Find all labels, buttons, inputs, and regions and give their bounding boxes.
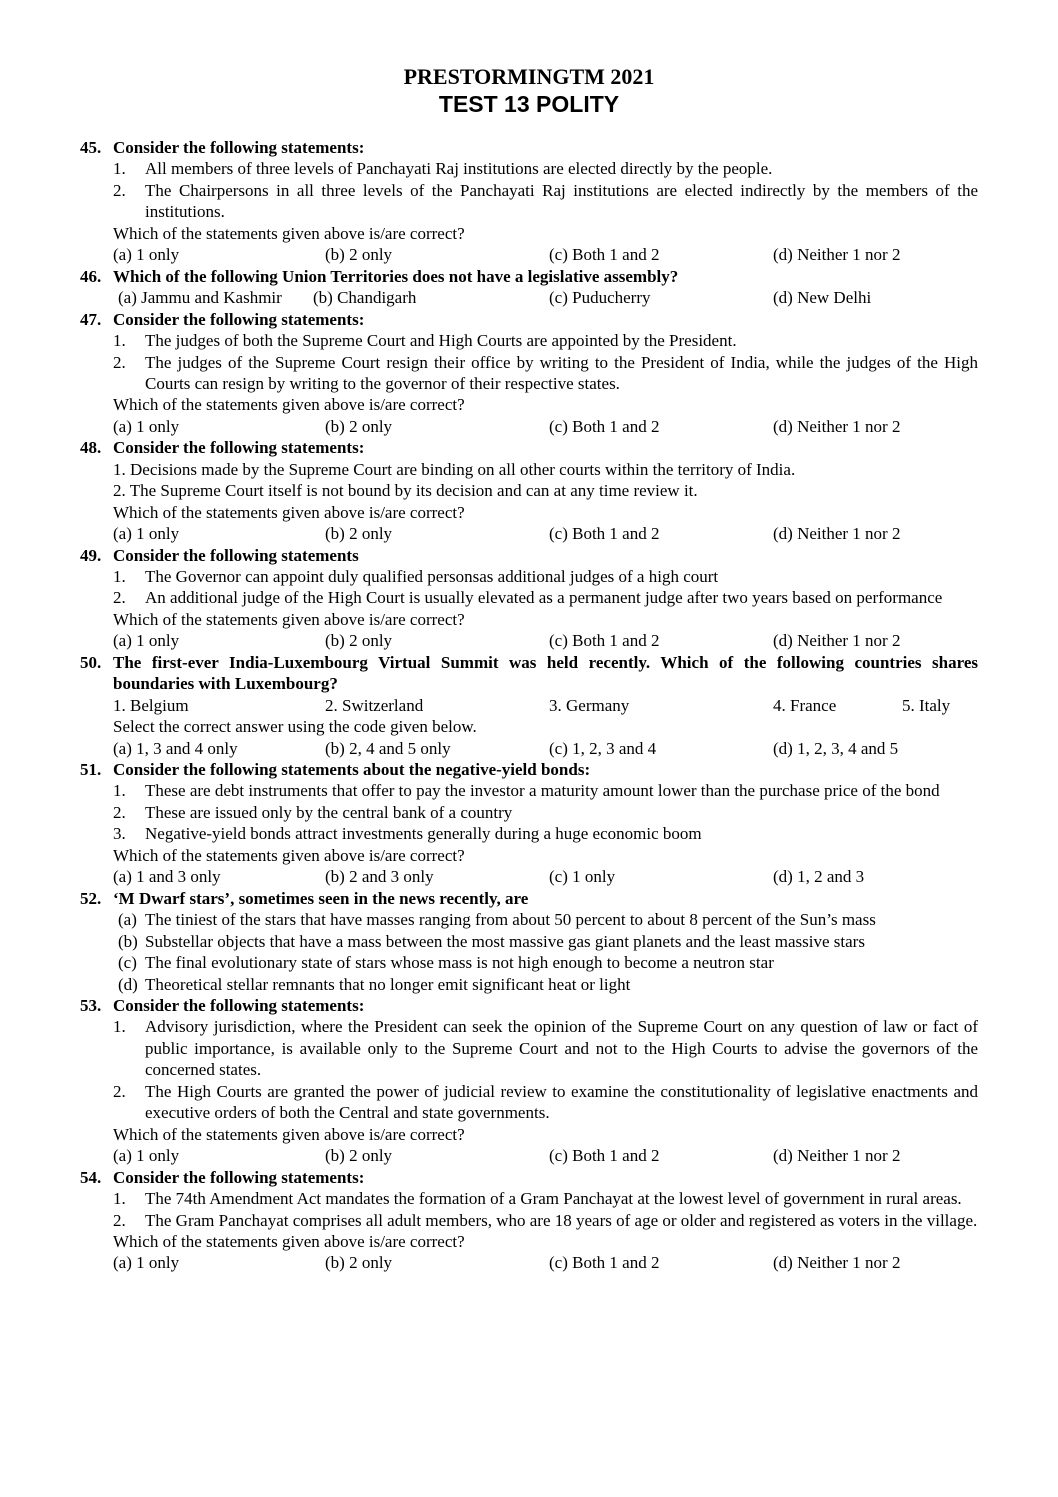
option-b: (b) 2 only bbox=[325, 524, 393, 544]
country-item: 5. Italy bbox=[902, 695, 951, 715]
option-b: (b) 2 only bbox=[325, 1146, 393, 1166]
answer-options bbox=[113, 523, 978, 544]
question-text: Consider the following statements: bbox=[113, 138, 365, 157]
question-number: 49. bbox=[80, 545, 102, 565]
country-item: 1. Belgium bbox=[113, 695, 189, 715]
option-d: (d) Neither 1 nor 2 bbox=[773, 1253, 901, 1273]
question-number: 54. bbox=[80, 1167, 102, 1187]
option-d: (d) 1, 2 and 3 bbox=[773, 867, 865, 887]
option-c: (c) Both 1 and 2 bbox=[549, 1146, 660, 1166]
question-text: The first-ever India-Luxembourg Virtual Summit was held recently. Which of the following countries shares boundaries with Luxembourg? bbox=[113, 652, 978, 694]
statement: 2. The Supreme Court itself is not bound by its decision and can at any time review it. bbox=[113, 481, 698, 501]
statement: 1. Advisory jurisdiction, where the President can seek the opinion of the Supreme Court on any question of law or fact of public importance, is available only to the Supreme Court and not to the High Courts to advise the governors of the concerned states. bbox=[113, 1017, 978, 1080]
question-number: 48. bbox=[80, 438, 102, 458]
option-c: (c) Both 1 and 2 bbox=[549, 245, 660, 265]
statement: 1. The Governor can appoint duly qualified personsas additional judges of a high court bbox=[113, 567, 719, 586]
question-number: 53. bbox=[80, 996, 102, 1015]
question-50 bbox=[80, 652, 978, 759]
statement: 1. These are debt instruments that offer to pay the investor a maturity amount lower than the purchase price of the bond bbox=[113, 781, 940, 801]
question-46 bbox=[80, 266, 978, 309]
option-d: (d) Neither 1 nor 2 bbox=[773, 631, 901, 651]
statement: 1. All members of three levels of Panchayati Raj institutions are elected directly by the people. bbox=[113, 159, 773, 179]
option-b: (b) 2 only bbox=[325, 631, 393, 651]
answer-options bbox=[113, 244, 978, 265]
statement: 2. The Chairpersons in all three levels of the Panchayati Raj institutions are elected indirectly by the members of the institutions. bbox=[113, 180, 978, 222]
statement: 1. The judges of both the Supreme Court and High Courts are appointed by the President. bbox=[113, 331, 737, 351]
answer-options bbox=[113, 287, 978, 308]
option-d: (d) Neither 1 nor 2 bbox=[773, 416, 901, 436]
question-text: Consider the following statements: bbox=[113, 309, 365, 329]
statement: 1. Decisions made by the Supreme Court are binding on all other courts within the territory of India. bbox=[113, 459, 796, 479]
question-number: 51. bbox=[80, 760, 102, 780]
answer-options bbox=[113, 1145, 978, 1166]
option-c: (c) Both 1 and 2 bbox=[549, 416, 660, 436]
answer-choice: (b) Substellar objects that have a mass between the most massive gas giant planets and the least massive stars bbox=[118, 931, 865, 951]
test-title: TEST 13 POLITY bbox=[438, 91, 620, 117]
option-a: (a) Jammu and Kashmir bbox=[118, 288, 282, 308]
option-c: (c) Both 1 and 2 bbox=[549, 524, 660, 544]
question-prompt: Which of the statements given above is/are correct? bbox=[113, 223, 465, 243]
question-54 bbox=[80, 1167, 978, 1274]
answer-choice: (c) The final evolutionary state of stars whose mass is not high enough to become a neutron star bbox=[118, 953, 774, 973]
question-text: ‘M Dwarf stars’, sometimes seen in the news recently, are bbox=[113, 888, 529, 908]
statement: 3. Negative-yield bonds attract investments generally during a huge economic boom bbox=[113, 824, 702, 844]
option-c: (c) Puducherry bbox=[549, 288, 651, 308]
option-d: (d) Neither 1 nor 2 bbox=[773, 245, 901, 265]
option-a: (a) 1 only bbox=[113, 1146, 180, 1166]
question-47 bbox=[80, 309, 978, 438]
country-item: 4. France bbox=[773, 695, 837, 715]
option-a: (a) 1 only bbox=[113, 1253, 180, 1273]
country-item: 2. Switzerland bbox=[325, 695, 424, 715]
option-d: (d) Neither 1 nor 2 bbox=[773, 524, 901, 544]
country-list bbox=[113, 695, 978, 716]
question-52 bbox=[80, 888, 978, 995]
answer-choice: (a) The tiniest of the stars that have masses ranging from about 50 percent to about 8 percent of the Sun’s mass bbox=[118, 910, 876, 930]
option-b: (b) Chandigarh bbox=[313, 288, 417, 308]
question-text: Consider the following statements: bbox=[113, 1167, 365, 1187]
option-a: (a) 1 only bbox=[113, 524, 180, 544]
statement: 2. These are issued only by the central bank of a country bbox=[113, 802, 513, 822]
statement: 2. The Gram Panchayat comprises all adult members, who are 18 years of age or older and registered as voters in the village. bbox=[113, 1210, 978, 1230]
answer-options bbox=[113, 416, 978, 437]
option-a: (a) 1 and 3 only bbox=[113, 867, 221, 887]
answer-options bbox=[113, 630, 978, 651]
answer-options bbox=[113, 866, 978, 887]
country-item: 3. Germany bbox=[549, 695, 630, 715]
option-d: (d) Neither 1 nor 2 bbox=[773, 1146, 901, 1166]
option-d: (d) New Delhi bbox=[773, 288, 872, 308]
option-b: (b) 2 and 3 only bbox=[325, 867, 434, 887]
statement: 2. The High Courts are granted the power of judicial review to examine the constitutionality of legislative enactments and executive orders of both the Central and state governments. bbox=[113, 1081, 978, 1123]
question-number: 50. bbox=[80, 652, 102, 672]
option-a: (a) 1, 3 and 4 only bbox=[113, 738, 238, 758]
question-prompt: Select the correct answer using the code given below. bbox=[113, 717, 477, 737]
option-c: (c) Both 1 and 2 bbox=[549, 631, 660, 651]
answer-options bbox=[113, 738, 978, 759]
option-b: (b) 2, 4 and 5 only bbox=[325, 738, 451, 758]
statement: 1. The 74th Amendment Act mandates the formation of a Gram Panchayat at the lowest level of government in rural areas. bbox=[113, 1189, 962, 1209]
option-b: (b) 2 only bbox=[325, 1253, 393, 1273]
option-b: (b) 2 only bbox=[325, 416, 393, 436]
question-48 bbox=[80, 437, 978, 544]
answer-options bbox=[113, 1252, 978, 1273]
question-number: 45. bbox=[80, 138, 102, 157]
question-list bbox=[80, 137, 978, 1274]
answer-choice: (d) Theoretical stellar remnants that no longer emit significant heat or light bbox=[118, 974, 631, 994]
question-text: Consider the following statements: bbox=[113, 996, 365, 1015]
option-c: (c) Both 1 and 2 bbox=[549, 1253, 660, 1273]
question-prompt: Which of the statements given above is/are correct? bbox=[113, 395, 465, 415]
question-prompt: Which of the statements given above is/are correct? bbox=[113, 845, 465, 865]
question-prompt: Which of the statements given above is/are correct? bbox=[113, 1124, 465, 1144]
statement: 2. The judges of the Supreme Court resign their office by writing to the President of India, while the judges of the High Courts can resign by writing to the governor of their respective states. bbox=[113, 352, 978, 393]
option-d: (d) 1, 2, 3, 4 and 5 bbox=[773, 738, 899, 758]
question-prompt: Which of the statements given above is/are correct? bbox=[113, 609, 465, 629]
question-text: Which of the following Union Territories does not have a legislative assembly? bbox=[113, 266, 679, 286]
question-text: Consider the following statements bbox=[113, 545, 359, 565]
statement: 2. An additional judge of the High Court is usually elevated as a permanent judge after two years based on performance bbox=[113, 588, 943, 608]
option-a: (a) 1 only bbox=[113, 245, 180, 265]
question-prompt: Which of the statements given above is/are correct? bbox=[113, 502, 465, 522]
question-number: 46. bbox=[80, 266, 102, 286]
question-49 bbox=[80, 545, 978, 652]
question-45 bbox=[80, 137, 978, 266]
question-text: Consider the following statements about the negative-yield bonds: bbox=[113, 760, 591, 780]
question-53 bbox=[80, 995, 978, 1167]
question-text: Consider the following statements: bbox=[113, 438, 365, 458]
option-a: (a) 1 only bbox=[113, 631, 180, 651]
question-51 bbox=[80, 759, 978, 888]
option-c: (c) 1, 2, 3 and 4 bbox=[549, 738, 657, 758]
question-number: 47. bbox=[80, 309, 102, 329]
option-b: (b) 2 only bbox=[325, 245, 393, 265]
document-title: PRESTORMINGTM 2021 bbox=[403, 64, 655, 89]
question-prompt: Which of the statements given above is/are correct? bbox=[113, 1231, 465, 1251]
question-number: 52. bbox=[80, 888, 102, 908]
option-a: (a) 1 only bbox=[113, 416, 180, 436]
option-c: (c) 1 only bbox=[549, 867, 616, 887]
